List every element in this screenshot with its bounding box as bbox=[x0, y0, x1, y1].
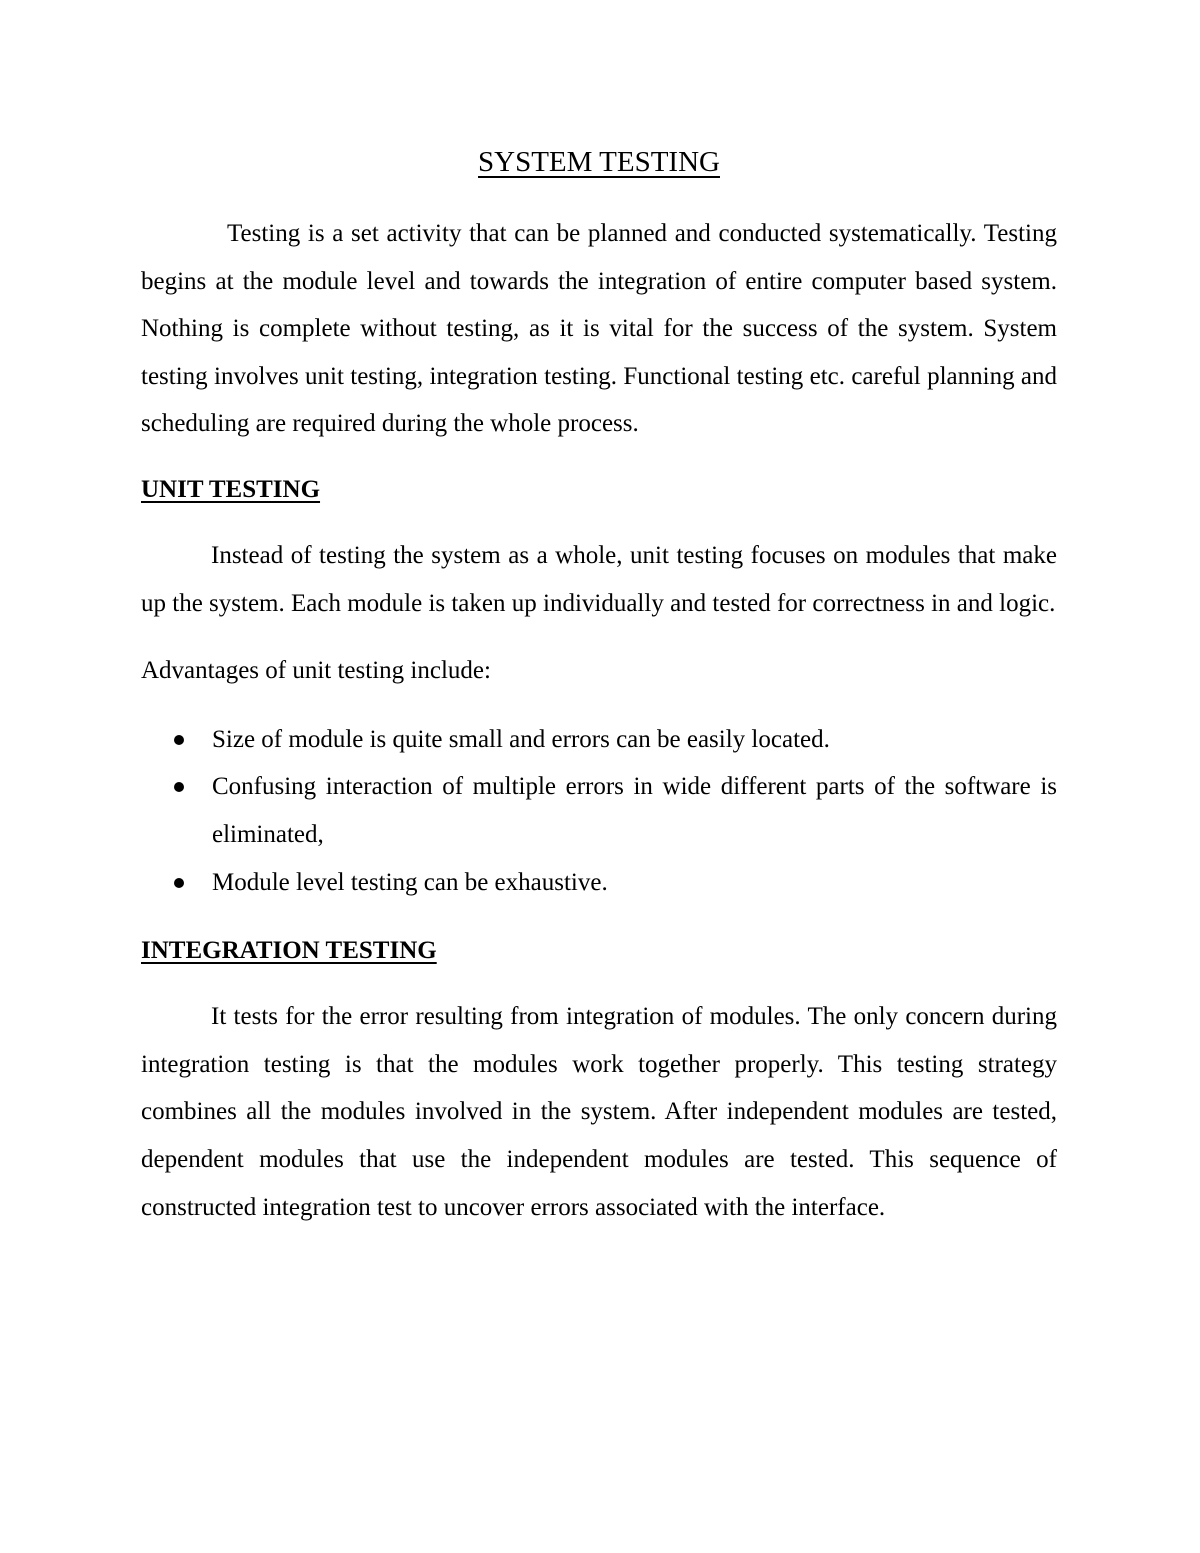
intro-paragraph: Testing is a set activity that can be planned and conducted systematically. Testing begins at the module level and towards the integration of entire computer based system. Nothing is complete without testing, as it is vital for the success of the system. System testing involves unit testing, integration testing. Functional testing etc. careful planning and scheduling are required during the whole process. bbox=[141, 220, 1057, 438]
list-item bbox=[141, 763, 1057, 858]
list-item-text: Module level testing can be exhaustive. bbox=[212, 868, 608, 896]
list-item-text: Size of module is quite small and errors can be easily located. bbox=[212, 725, 830, 753]
advantages-intro: Advantages of unit testing include: bbox=[141, 657, 491, 685]
bullet-dot-icon bbox=[174, 878, 184, 888]
document-body bbox=[141, 140, 1057, 1231]
list-item bbox=[141, 716, 1057, 764]
unit-testing-heading: UNIT TESTING bbox=[141, 475, 321, 503]
list-item bbox=[141, 859, 1057, 907]
bullet-dot-icon bbox=[174, 782, 184, 792]
integration-testing-heading: INTEGRATION TESTING bbox=[141, 937, 437, 965]
advantages-list bbox=[141, 716, 1057, 906]
integration-testing-paragraph: It tests for the error resulting from integration of modules. The only concern during integration testing is that the modules work together properly. This testing strategy combines all the modules involved in the system. After independent modules are tested, dependent modules that use the independent modules are tested. This sequence of constructed integration test to uncover errors associated with the interface. bbox=[141, 1003, 1057, 1221]
bullet-dot-icon bbox=[174, 735, 184, 745]
unit-testing-paragraph: Instead of testing the system as a whole, unit testing focuses on modules that make up the system. Each module is taken up individually and tested for correctness in and logic. bbox=[141, 541, 1057, 617]
list-item-text: Confusing interaction of multiple errors in wide different parts of the software is eliminated, bbox=[212, 773, 1057, 848]
page-title: SYSTEM TESTING bbox=[478, 146, 720, 178]
